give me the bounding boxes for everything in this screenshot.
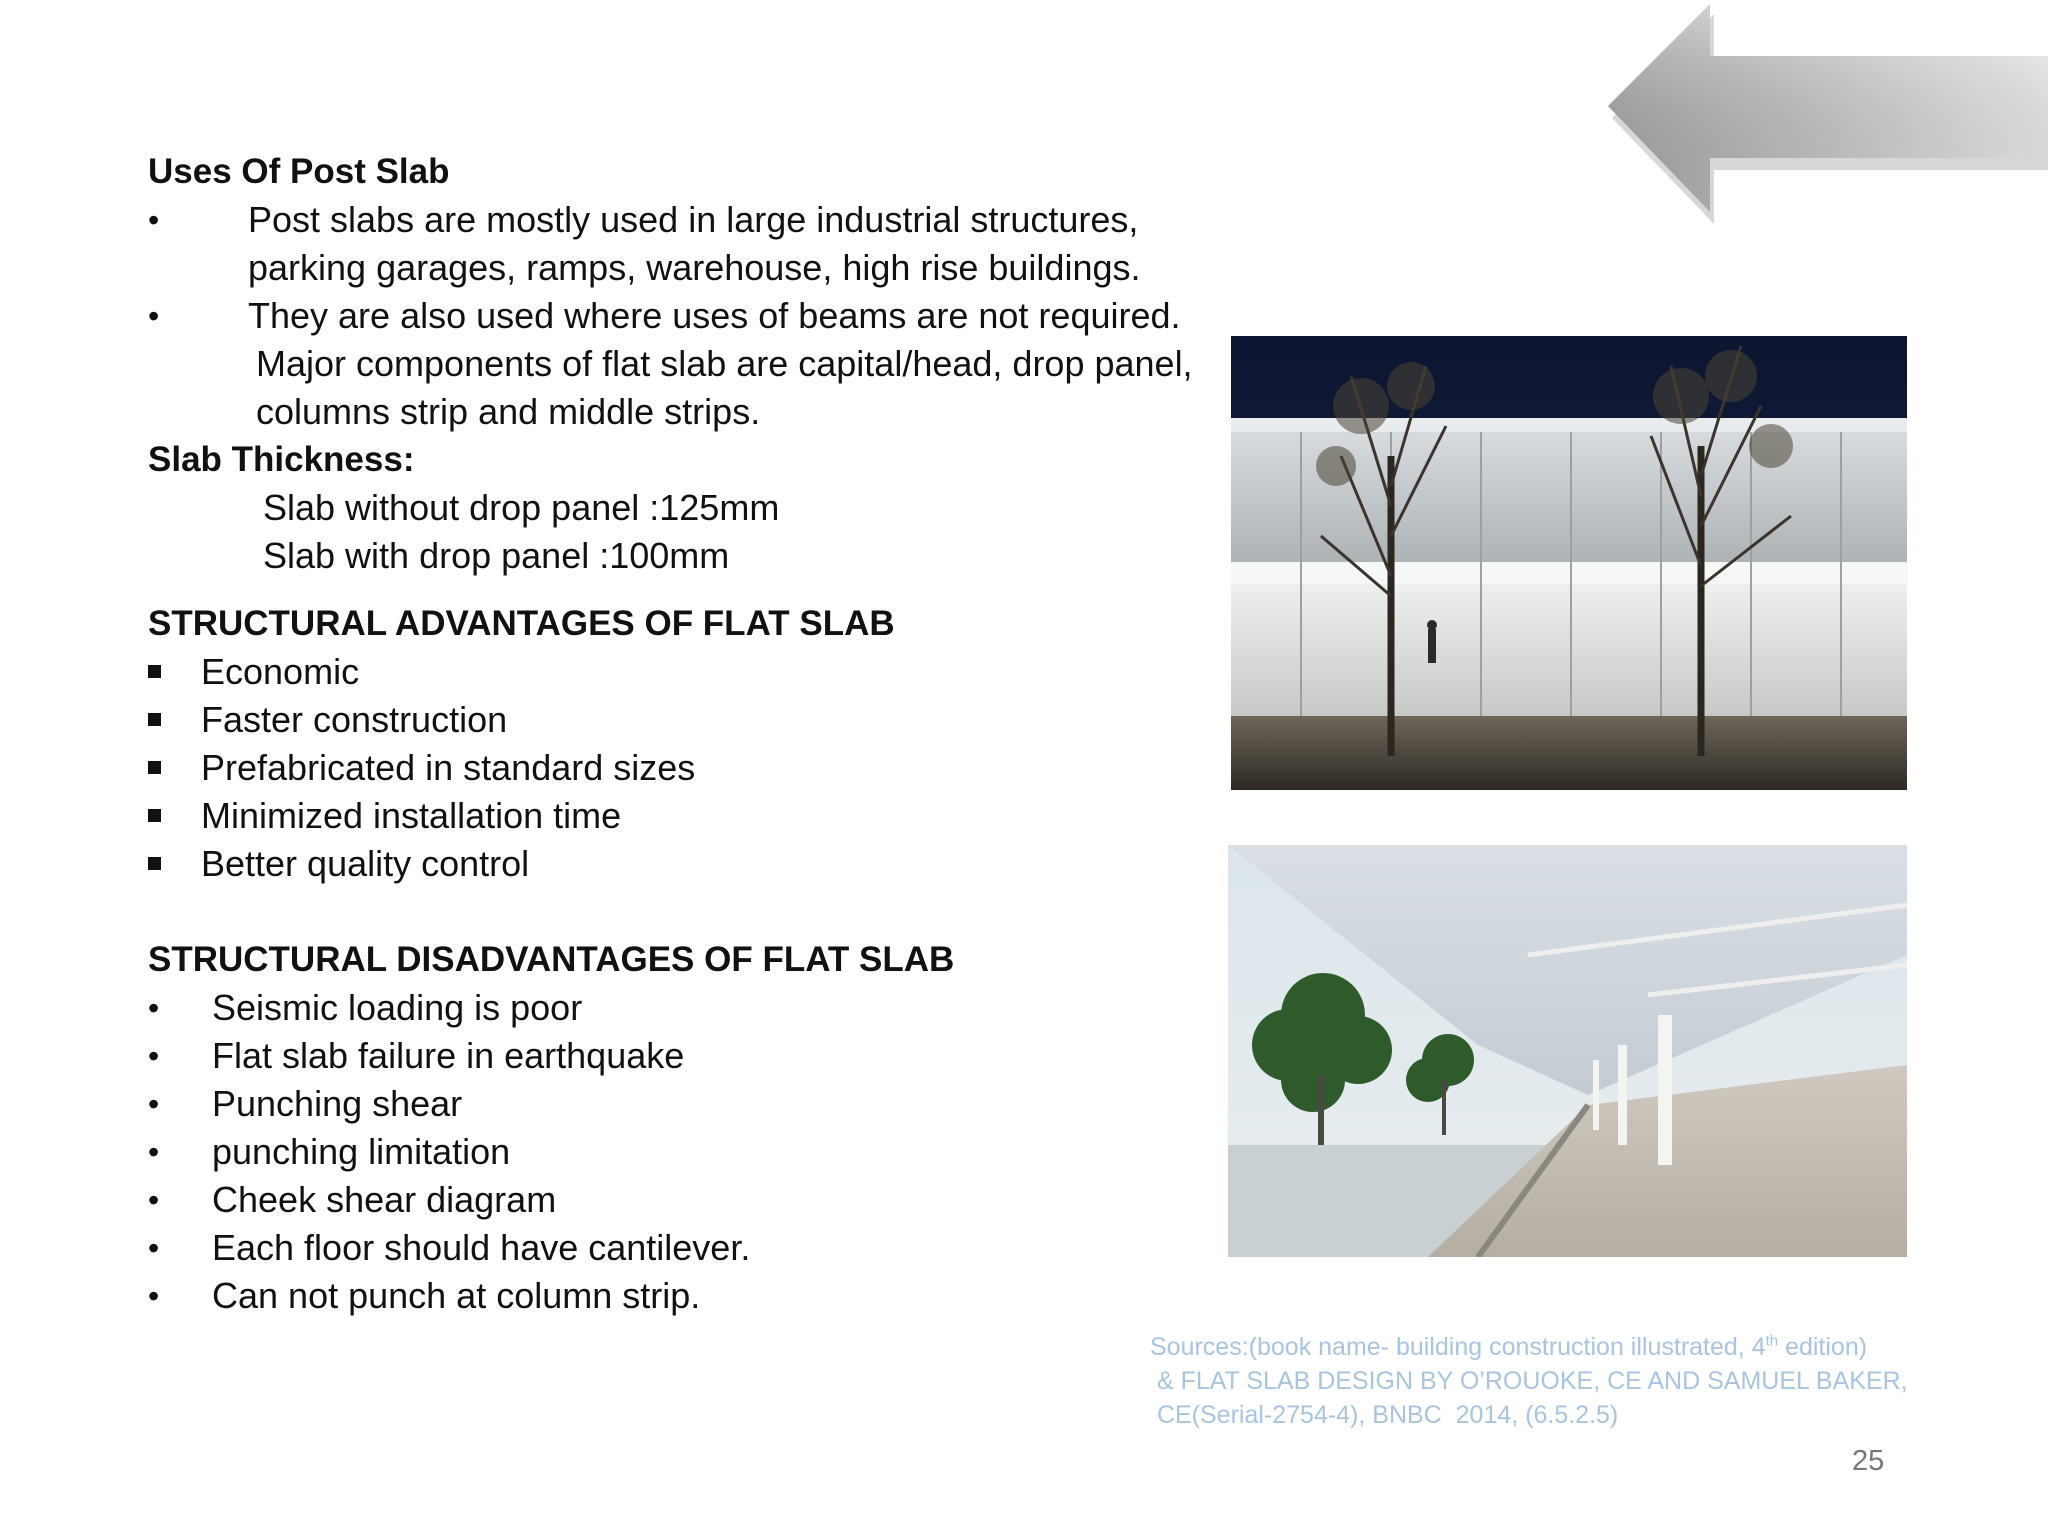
bullet-dot-icon: •	[148, 202, 160, 238]
disadvantages-heading: STRUCTURAL DISADVANTAGES OF FLAT SLAB	[148, 940, 955, 979]
sources-note	[1150, 1330, 2010, 1432]
list-item	[148, 984, 1228, 1032]
advantages-heading: STRUCTURAL ADVANTAGES OF FLAT SLAB	[148, 604, 895, 643]
advantage-item: Better quality control	[201, 843, 530, 884]
page-number: 25	[1852, 1445, 1885, 1477]
list-item	[148, 792, 1228, 840]
sources-line	[1150, 1330, 2010, 1364]
uses-line: Post slabs are mostly used in large industrial structures,	[248, 199, 1139, 240]
bullet-dot-icon: •	[148, 298, 160, 334]
building-night-photo	[1231, 336, 1907, 790]
list-item	[148, 648, 1228, 696]
list-item	[148, 840, 1228, 888]
sources-line-b: edition)	[1778, 1333, 1868, 1361]
bullet-dot-icon: •	[148, 1086, 160, 1122]
bullet-dot-icon: •	[148, 1182, 160, 1218]
bullet-dot-icon: •	[148, 1230, 160, 1266]
slide-text	[148, 148, 1228, 1320]
disadvantage-item: Each floor should have cantilever.	[212, 1227, 751, 1268]
disadvantage-item: Flat slab failure in earthquake	[212, 1035, 685, 1076]
advantage-item: Economic	[201, 651, 360, 692]
uses-line: columns strip and middle strips.	[256, 391, 761, 432]
bullet-dot-icon: •	[148, 1134, 160, 1170]
list-item	[148, 1176, 1228, 1224]
advantage-item: Faster construction	[201, 699, 508, 740]
thickness-heading: Slab Thickness:	[148, 440, 415, 479]
sources-sup: th	[1765, 1332, 1779, 1350]
disadvantage-item: Cheek shear diagram	[212, 1179, 557, 1220]
bullet-square-icon	[148, 665, 161, 678]
list-item	[148, 1080, 1228, 1128]
bullet-square-icon	[148, 809, 161, 822]
uses-line: parking garages, ramps, warehouse, high rise buildings.	[248, 247, 1141, 288]
bullet-square-icon	[148, 857, 161, 870]
bullet-dot-icon: •	[148, 1278, 160, 1314]
sources-line: & FLAT SLAB DESIGN BY O’ROUOKE, CE AND SAMUEL BAKER,	[1150, 1367, 1908, 1395]
sources-line-a: Sources:(book name- building construction illustrated, 4	[1150, 1333, 1766, 1361]
list-item	[148, 696, 1228, 744]
list-item	[148, 1128, 1228, 1176]
uses-line: Major components of flat slab are capital/head, drop panel,	[256, 343, 1193, 384]
list-item	[148, 1032, 1228, 1080]
advantage-item: Prefabricated in standard sizes	[201, 747, 696, 788]
glass-corridor-photo	[1228, 845, 1907, 1257]
thickness-line: Slab with drop panel :100mm	[263, 535, 730, 576]
bullet-square-icon	[148, 713, 161, 726]
disadvantage-item: Punching shear	[212, 1083, 463, 1124]
sources-line: CE(Serial-2754-4), BNBC 2014, (6.5.2.5)	[1150, 1401, 1619, 1429]
list-item	[148, 1272, 1228, 1320]
disadvantage-item: punching limitation	[212, 1131, 511, 1172]
advantage-item: Minimized installation time	[201, 795, 622, 836]
list-item	[148, 744, 1228, 792]
list-item	[148, 292, 1228, 436]
uses-heading: Uses Of Post Slab	[148, 152, 450, 191]
bullet-square-icon	[148, 761, 161, 774]
disadvantage-item: Seismic loading is poor	[212, 987, 583, 1028]
list-item	[148, 1224, 1228, 1272]
list-item	[148, 196, 1228, 292]
uses-line: They are also used where uses of beams are not required.	[248, 295, 1181, 336]
thickness-line: Slab without drop panel :125mm	[263, 487, 780, 528]
bullet-dot-icon: •	[148, 990, 160, 1026]
back-arrow-icon[interactable]	[1600, 0, 2048, 225]
bullet-dot-icon: •	[148, 1038, 160, 1074]
disadvantage-item: Can not punch at column strip.	[212, 1275, 701, 1316]
